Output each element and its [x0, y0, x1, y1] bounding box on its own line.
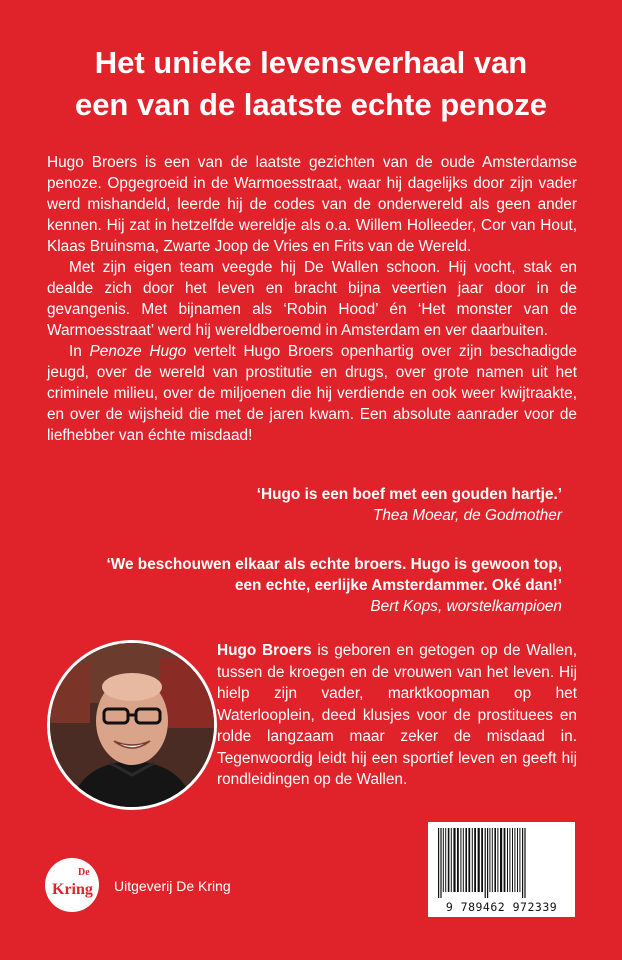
blurb-paragraph-2: Met zijn eigen team veegde hij De Wallen schoon. Hij vocht, stak en dealde zich door het leven en bracht bijna veertien jaar door in de gevangenis. Met bijnamen als ‘Robin Hood’ én ‘Het monster van de Warmoesstraat’ werd hij wereldberoemd in Amsterdam en ver daarbuiten.: [47, 259, 577, 339]
kring-logo-icon: [45, 858, 99, 912]
quote-2-attribution: Bert Kops, worstelkampioen: [370, 598, 562, 615]
quote-2-text-line-2: een echte, eerlijke Amsterdammer. Oké dan!’: [234, 577, 562, 594]
logo-text-kring: Kring: [52, 881, 93, 898]
quote-2-text-line-1: ‘We beschouwen elkaar als echte broers. Hugo is gewoon top,: [106, 556, 562, 573]
isbn-number: 9 789462 972339: [445, 900, 558, 914]
author-photo: [47, 640, 217, 810]
author-bio-text: is geboren en getogen op de Wallen, tussen de kroegen en de vrouwen van het leven. Hij hielp zijn vader, marktkoopman op het Waterlooplein, deed klusjes voor de prostituees en rolde langzaam maar zeker de misdaad in. Tegenwoordig leidt hij een sportief leven en geeft hij rondleidingen op de Wallen.: [217, 642, 577, 788]
author-portrait-image: [50, 643, 214, 807]
blurb: [47, 152, 577, 446]
headline: [0, 42, 622, 126]
author-bio: [217, 640, 577, 791]
book-title: Penoze Hugo: [89, 343, 187, 360]
quote-1-text: ‘Hugo is een boef met een gouden hartje.’: [256, 486, 562, 503]
publisher-name: Uitgeverij De Kring: [114, 878, 231, 894]
quote-1-attribution: Thea Moear, de Godmother: [372, 507, 562, 524]
publisher-logo: [45, 858, 99, 912]
blurb-p3-body: vertelt Hugo Broers openhartig over zijn beschadigde jeugd, over de wereld van prostitutie en drugs, over grote namen uit het criminele milieu, over de miljoenen die hij verdiende en ook weer kwijtraakte, en over de wijsheid die met de jaren kwam. Een absolute aanrader voor de liefhebber van échte misdaad!: [47, 343, 577, 444]
blurb-paragraph-1: Hugo Broers is een van de laatste gezichten van de oude Amsterdamse penoze. Opgegroeid in de Warmoesstraat, waar hij dagelijks door zijn vader werd mishandeld, leerde hij de codes van de onderwereld als geen ander kennen. Hij zat in hetzelfde wereldje als o.a. Willem Holleeder, Cor van Hout, Klaas Bruinsma, Zwarte Joop de Vries en Frits van de Wereld.: [47, 154, 577, 255]
barcode: [428, 822, 575, 917]
logo-text-de: De: [78, 867, 90, 878]
author-name: Hugo Broers: [217, 642, 312, 659]
quote-1: [257, 484, 562, 526]
headline-line-1: Het unieke levensverhaal van: [94, 45, 528, 80]
quote-2: [106, 554, 562, 617]
barcode-bars: [428, 822, 575, 900]
headline-line-2: een van de laatste echte penoze: [74, 87, 548, 122]
blurb-paragraph-3: [47, 341, 577, 446]
blurb-p3-intro: In: [69, 343, 90, 360]
